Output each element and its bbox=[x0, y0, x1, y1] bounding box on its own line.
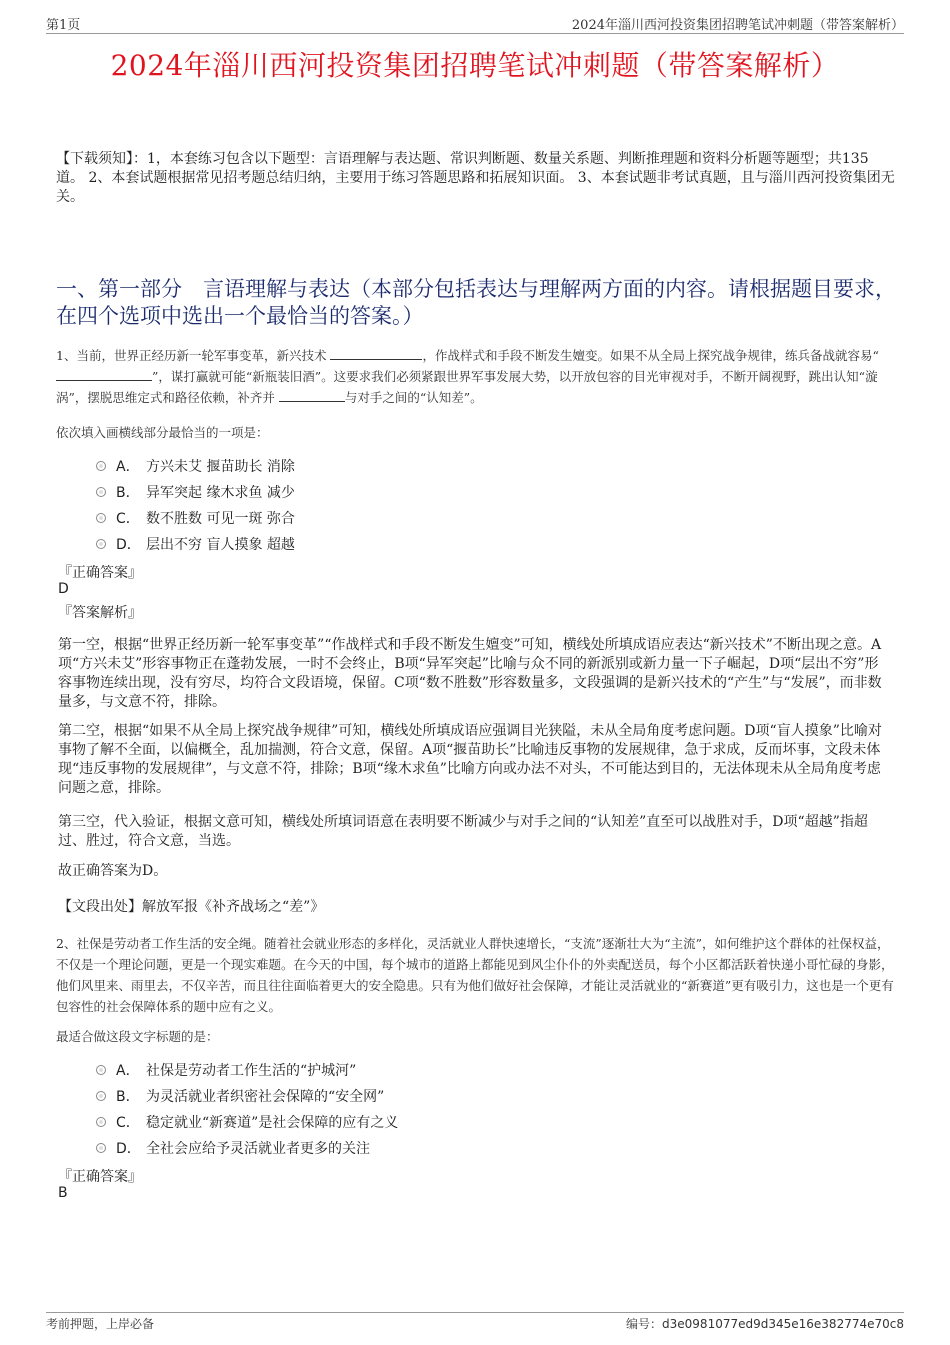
q1-option-d-text: 层出不穷 盲人摸象 超越 bbox=[146, 537, 295, 553]
q1-analysis-label: 『答案解析』 bbox=[58, 605, 142, 621]
footer-slogan: 考前押题，上岸必备 bbox=[46, 1317, 155, 1331]
q1-analysis-paragraph: 第一空，根据“世界正经历新一轮军事变革”“作战样式和手段不断发生嬗变”可知，横线处所填成语应表达“新兴技术”不断出现之意。A项“方兴未艾”形容事物正在蓬勃发展，一时不会终止，B项“异军突起”比喻与众不同的新派别或新力量一下子崛起，D项“层出不穷”形容事物连续出现，没有穷尽，均符合文段语境，保留。C项“数不胜数”形容数量多，文段强调的是新兴技术的“产生”与“发展”，而非数量多，与文意不符，排除。 bbox=[58, 637, 882, 710]
q2-option-c-text: 稳定就业“新赛道”是社会保障的应有之义 bbox=[146, 1115, 399, 1131]
radio-icon[interactable] bbox=[96, 1065, 106, 1075]
footer-code-label: 编号： bbox=[626, 1317, 663, 1331]
q1-analysis-paragraph: 第二空，根据“如果不从全局上探究战争规律”可知，横线处所填成语应强调目光狭隘，未从全局角度考虑问题。D项“盲人摸象”比喻对事物了解不全面，以偏概全，乱加揣测，符合文意，保留。A项“揠苗助长”比喻违反事物的发展规律，急于求成，反而坏事，文段未体现“违反事物的发展规律”，与文意不符，排除；B项“缘木求鱼”比喻方向或办法不对头，不可能达到目的，无法体现未从全局角度考虑问题之意，排除。 bbox=[58, 723, 882, 796]
q1-stem-part-d: 与对手之间的“认知差”。 bbox=[344, 390, 483, 405]
q2-option-d-text: 全社会应给予灵活就业者更多的关注 bbox=[146, 1141, 370, 1157]
q1-stem-part-b: ，作战样式和手段不断发生嬗变。如果不从全局上探究战争规律，练兵备战就容易“ bbox=[422, 348, 879, 363]
q1-option-b-letter: B． bbox=[116, 485, 140, 501]
q1-blank-2 bbox=[56, 368, 152, 381]
q1-option-c[interactable] bbox=[96, 505, 876, 531]
header-divider bbox=[46, 33, 904, 34]
question-2-options bbox=[96, 1057, 876, 1161]
footer-divider bbox=[46, 1312, 904, 1313]
q1-stem-part-c: ”，谋打赢就可能“新瓶装旧酒”。这要求我们必须紧跟世界军事发展大势，以开放包容的目光审视对手，不断开阔视野，跳出认知“漩涡”，摆脱思维定式和路径依赖，补齐并 bbox=[56, 369, 878, 405]
q1-blank-3 bbox=[279, 389, 345, 402]
radio-icon[interactable] bbox=[96, 513, 106, 523]
q1-blank-1 bbox=[330, 347, 422, 360]
q2-option-d-letter: D． bbox=[116, 1141, 141, 1157]
q2-option-a[interactable] bbox=[96, 1057, 876, 1083]
q1-option-a[interactable] bbox=[96, 453, 876, 479]
q1-option-b-text: 异军突起 缘木求鱼 减少 bbox=[146, 485, 295, 501]
q1-option-a-text: 方兴未艾 揠苗助长 消除 bbox=[146, 459, 295, 475]
download-notice: 【下载须知】：1，本套练习包含以下题型：言语理解与表达题、常识判断题、数量关系题、判断推理题和资料分析题等题型；共135道。 2、本套试题根据常见招考题总结归纳，主要用于练习答题思路和拓展知识面。 3、本套试题非考试真题，且与淄川西河投资集团无关。 bbox=[56, 151, 895, 205]
q2-option-c-letter: C． bbox=[116, 1115, 140, 1131]
question-2-prompt: 最适合做这段文字标题的是： bbox=[56, 1029, 219, 1044]
q1-answer: D bbox=[58, 581, 69, 597]
page-header bbox=[46, 14, 904, 34]
radio-icon[interactable] bbox=[96, 487, 106, 497]
q2-option-d[interactable] bbox=[96, 1135, 876, 1161]
q2-option-a-letter: A． bbox=[116, 1063, 140, 1079]
question-1-options bbox=[96, 453, 876, 557]
q2-option-c[interactable] bbox=[96, 1109, 876, 1135]
radio-icon[interactable] bbox=[96, 1091, 106, 1101]
page-number: 第1页 bbox=[46, 18, 81, 33]
q1-answer-label: 『正确答案』 bbox=[58, 565, 142, 581]
q2-option-b-text: 为灵活就业者织密社会保障的“安全网” bbox=[146, 1089, 385, 1105]
q1-option-d-letter: D． bbox=[116, 537, 141, 553]
q1-stem-part-a: 1、当前，世界正经历新一轮军事变革，新兴技术 bbox=[56, 348, 331, 363]
q1-option-d[interactable] bbox=[96, 531, 876, 557]
q2-answer: B bbox=[58, 1185, 68, 1201]
footer-code-value: d3e0981077ed9d345e16e382774e70c8 bbox=[662, 1317, 904, 1331]
header-doc-title: 2024年淄川西河投资集团招聘笔试冲刺题（带答案解析） bbox=[571, 18, 904, 33]
q1-option-c-letter: C． bbox=[116, 511, 140, 527]
question-2-stem: 2、社保是劳动者工作生活的安全绳。随着社会就业形态的多样化，灵活就业人群快速增长，“支流”逐渐壮大为“主流”，如何维护这个群体的社保权益，不仅是一个理论问题，更是一个现实难题。在今天的中国，每个城市的道路上都能见到风尘仆仆的外卖配送员，每个小区都活跃着快递小哥忙碌的身影，他们风里来、雨里去，不仅辛苦，而且往往面临着更大的安全隐患。只有为他们做好社会保障，才能让灵活就业的“新赛道”更有吸引力，这也是一个更有包容性的社会保障体系的题中应有之义。 bbox=[56, 936, 894, 1014]
q2-option-b[interactable] bbox=[96, 1083, 876, 1109]
q2-answer-label: 『正确答案』 bbox=[58, 1169, 142, 1185]
question-1-prompt: 依次填入画横线部分最恰当的一项是： bbox=[56, 425, 269, 440]
q1-analysis-paragraph: 第三空，代入验证，根据文意可知，横线处所填词语意在表明要不断减少与对手之间的“认知差”直至可以战胜对手，D项“超越”指超过、胜过，符合文意，当选。 bbox=[58, 814, 868, 849]
section-title: 一、第一部分 言语理解与表达（本部分包括表达与理解两方面的内容。请根据题目要求，在四个选项中选出一个最恰当的答案。） bbox=[56, 277, 896, 328]
page-title: 2024年淄川西河投资集团招聘笔试冲刺题（带答案解析） bbox=[110, 49, 840, 82]
radio-icon[interactable] bbox=[96, 461, 106, 471]
q1-analysis-conclusion: 故正确答案为D。 bbox=[58, 863, 168, 879]
q2-option-a-text: 社保是劳动者工作生活的“护城河” bbox=[146, 1063, 357, 1079]
radio-icon[interactable] bbox=[96, 539, 106, 549]
question-1-stem bbox=[56, 345, 896, 408]
q1-option-a-letter: A． bbox=[116, 459, 140, 475]
radio-icon[interactable] bbox=[96, 1117, 106, 1127]
footer-code bbox=[626, 1315, 904, 1332]
q1-option-b[interactable] bbox=[96, 479, 876, 505]
q2-option-b-letter: B． bbox=[116, 1089, 140, 1105]
q1-option-c-text: 数不胜数 可见一斑 弥合 bbox=[146, 511, 295, 527]
q1-text-source: 【文段出处】解放军报《补齐战场之“差”》 bbox=[58, 899, 325, 915]
radio-icon[interactable] bbox=[96, 1143, 106, 1153]
